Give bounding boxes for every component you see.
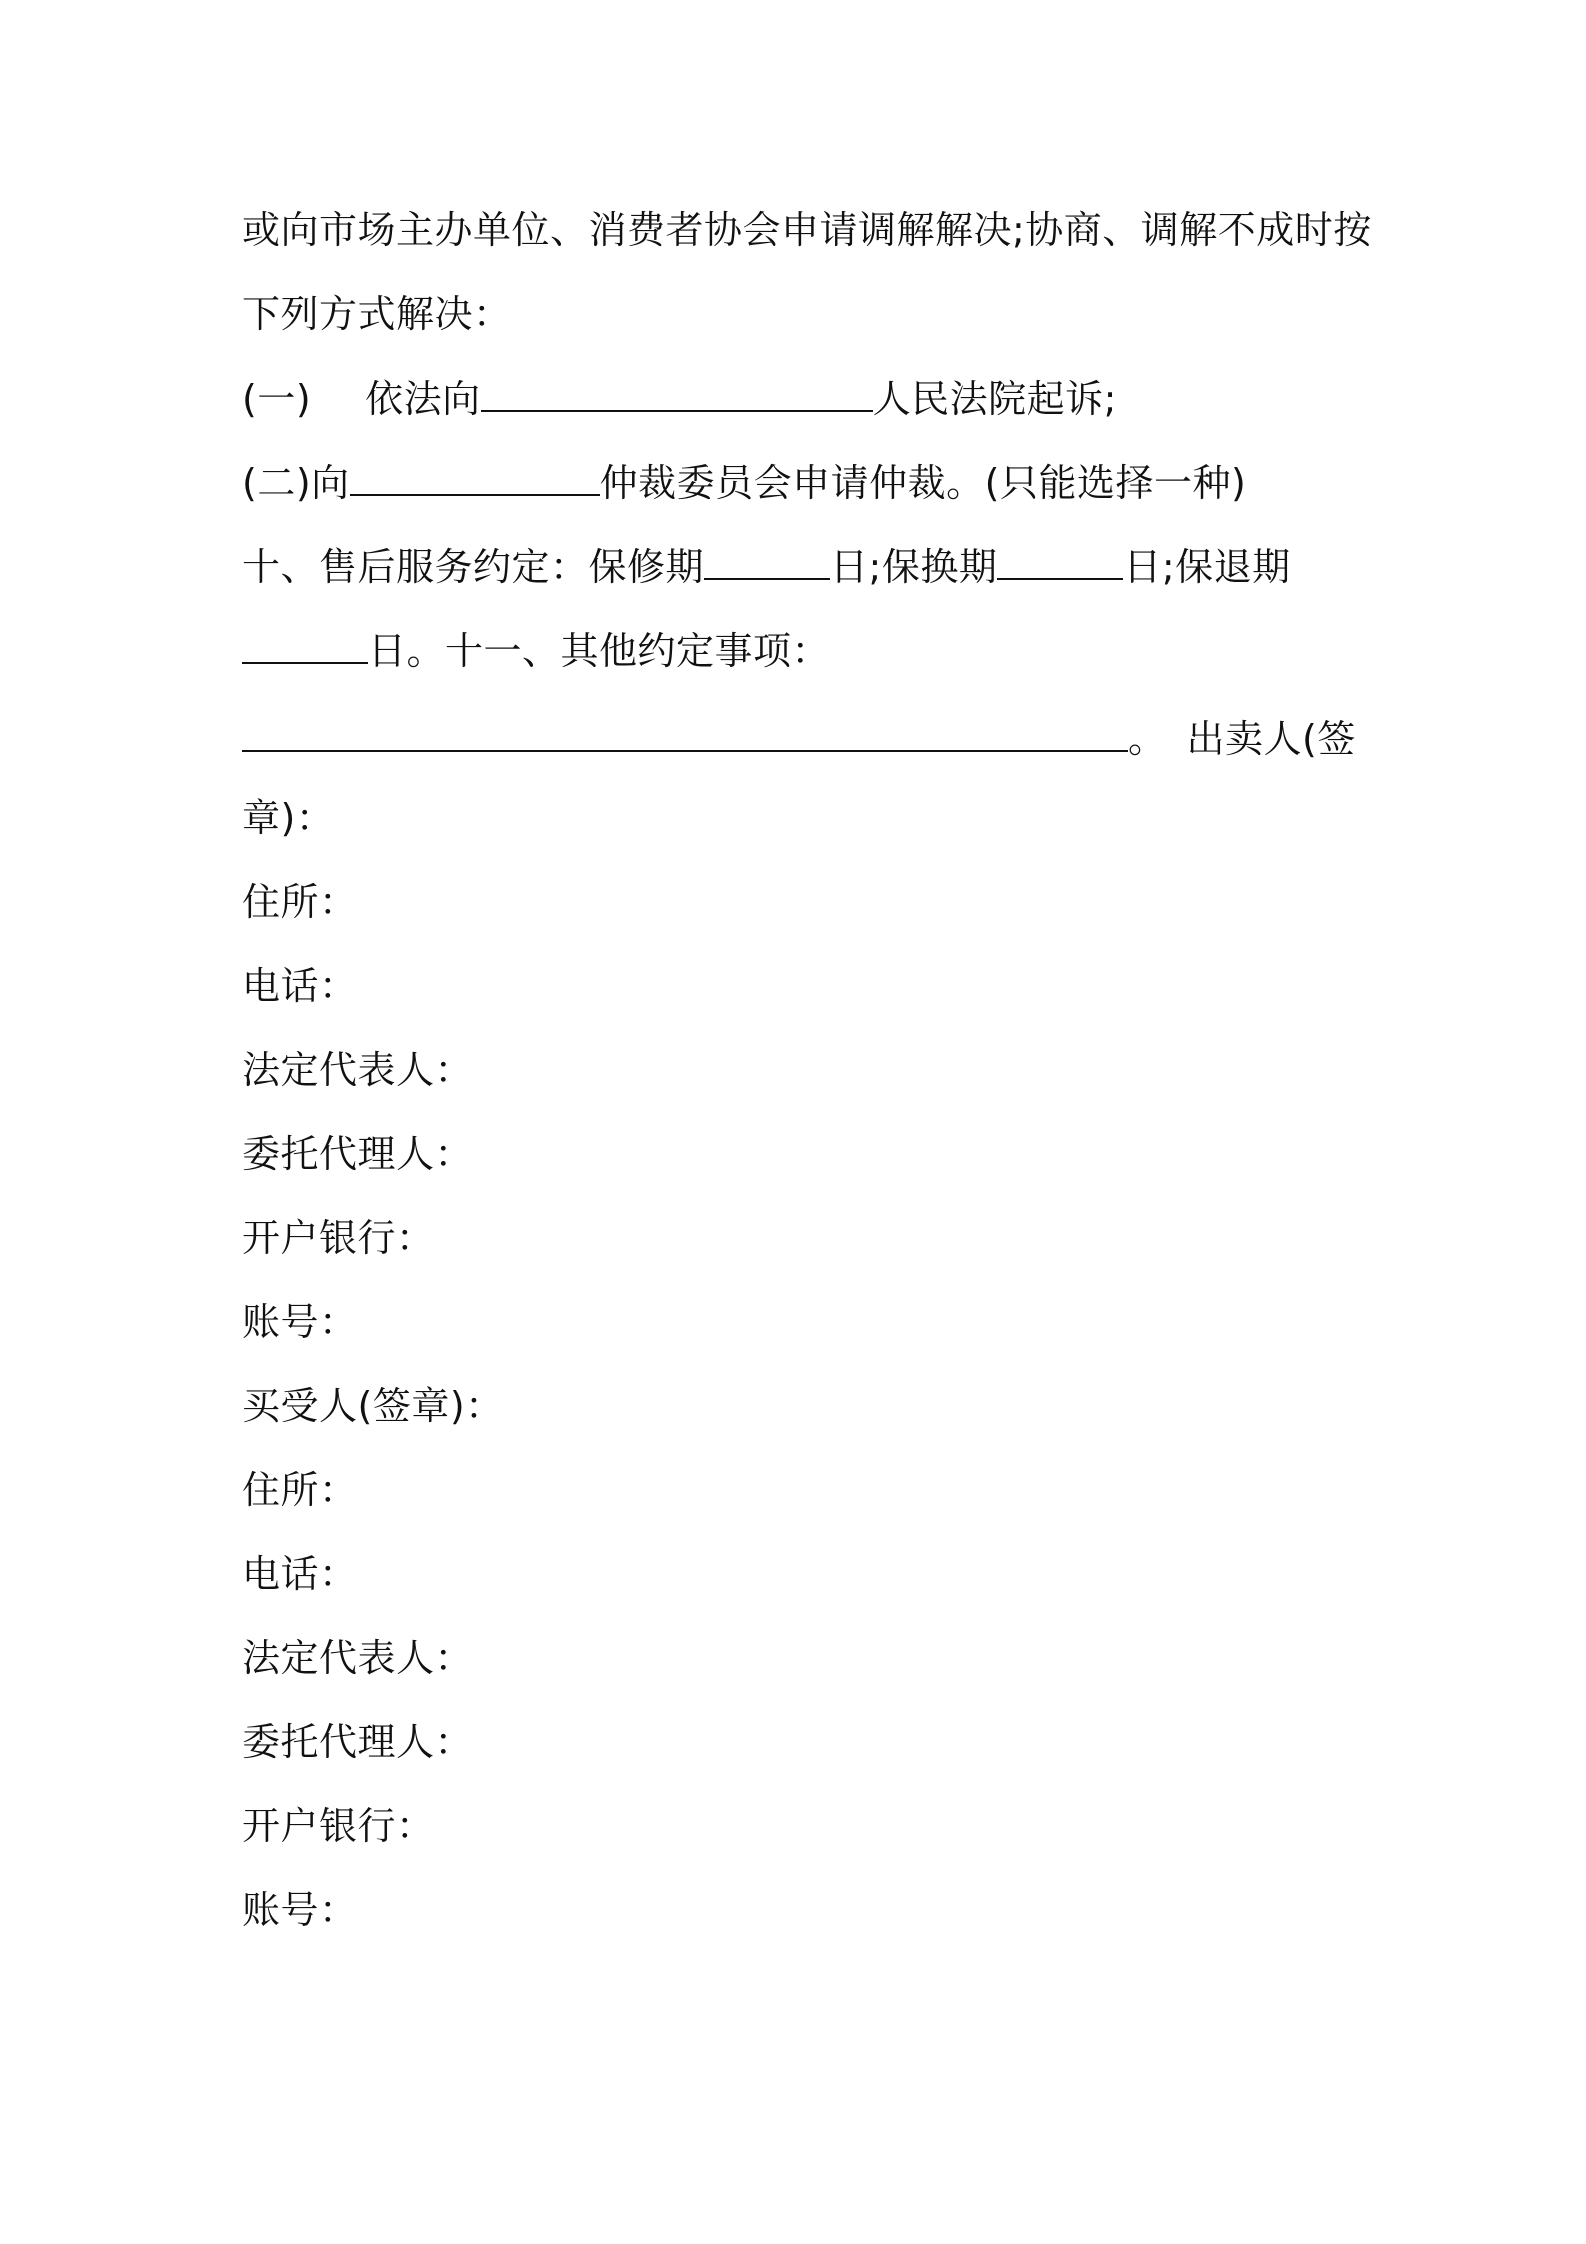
option-court-number: (一) (242, 377, 312, 421)
buyer-agent: 委托代理人： (242, 1720, 474, 1764)
after-sales-label: 十、售后服务约定：保修期 (242, 545, 705, 589)
other-terms-blank (242, 714, 1128, 752)
other-terms-label: 日。十一、其他约定事项： (368, 629, 831, 673)
option-court-suffix: 人民法院起诉; (872, 377, 1117, 421)
option-arbitration (242, 458, 1246, 507)
seller-legal-rep: 法定代表人： (242, 1048, 474, 1092)
buyer-address: 住所： (242, 1468, 358, 1512)
option-court (242, 374, 1117, 423)
seller-signature-label: 出卖人(签 (1186, 717, 1356, 761)
seller-phone: 电话： (242, 964, 358, 1008)
return-label: 日;保退期 (1123, 545, 1291, 589)
buyer-account: 账号： (242, 1888, 358, 1932)
option-arbitration-suffix: 仲裁委员会申请仲裁。(只能选择一种) (599, 461, 1247, 505)
court-name-blank (481, 374, 873, 412)
other-terms-end: 。 (1128, 717, 1167, 761)
buyer-signature: 买受人(签章)： (242, 1384, 504, 1428)
warranty-days-blank (704, 542, 830, 580)
option-court-text: 依法向 (365, 377, 481, 421)
option-arbitration-text: (二)向 (242, 461, 350, 505)
replacement-label: 日;保换期 (830, 545, 998, 589)
paragraph-dispute: 或向市场主办单位、消费者协会申请调解解决;协商、调解不成时按 (242, 208, 1372, 252)
replacement-days-blank (997, 542, 1123, 580)
seller-address: 住所： (242, 880, 358, 924)
seller-agent: 委托代理人： (242, 1132, 474, 1176)
buyer-legal-rep: 法定代表人： (242, 1636, 474, 1680)
seller-signature-cont: 章)： (242, 796, 335, 840)
paragraph-methods: 下列方式解决： (242, 292, 512, 336)
section-other-terms (242, 626, 830, 675)
section-after-sales (242, 542, 1291, 591)
buyer-bank: 开户银行： (242, 1804, 435, 1848)
arbitration-name-blank (350, 458, 600, 496)
return-days-blank (242, 626, 368, 664)
other-terms-line (242, 714, 1356, 763)
seller-bank: 开户银行： (242, 1216, 435, 1260)
seller-account: 账号： (242, 1300, 358, 1344)
buyer-phone: 电话： (242, 1552, 358, 1596)
